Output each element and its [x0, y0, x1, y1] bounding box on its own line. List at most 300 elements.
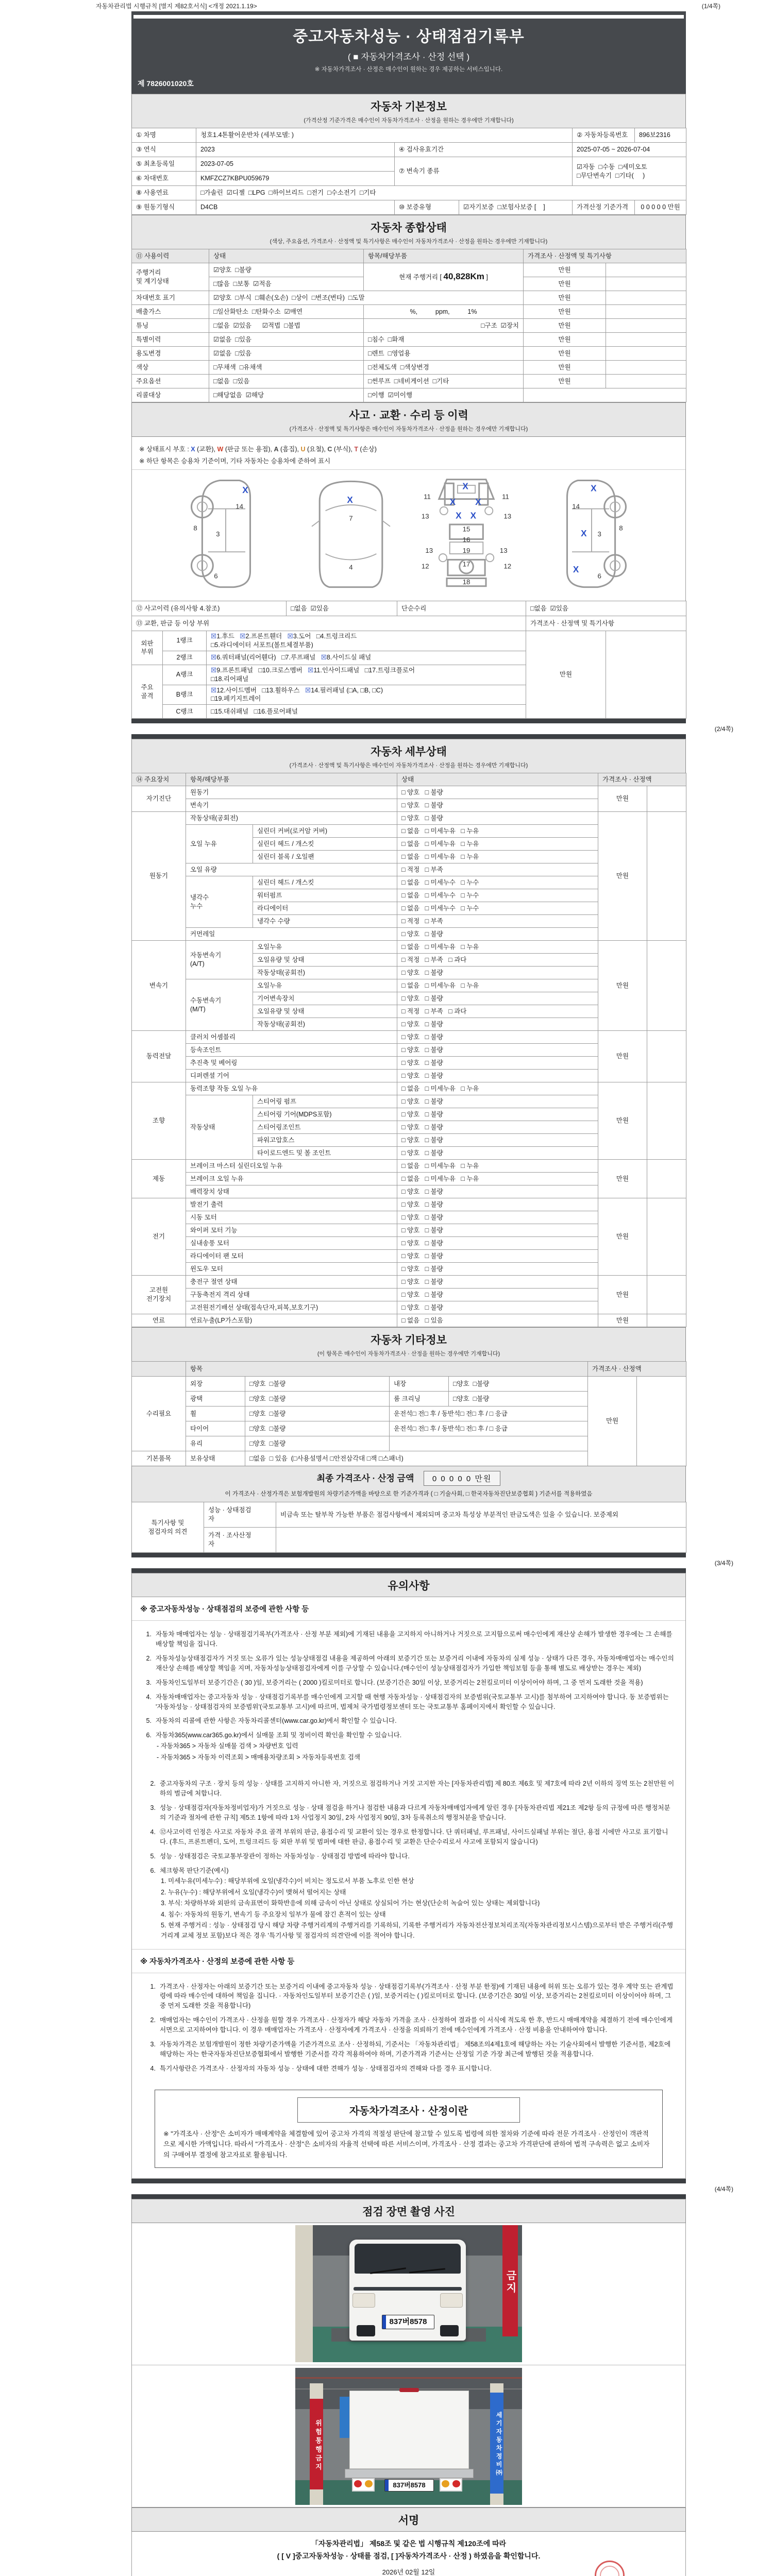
section-signature [131, 2507, 686, 2532]
notice-item-text: 특기사항란은 가격조사 · 산정자의 자동차 성능 · 상태에 대한 견해가 성능 · 상태점검자의 견해와 다를 경우 표시합니다. [160, 2064, 492, 2072]
detail-cell: 원동기 [132, 812, 186, 941]
notice-item [143, 1654, 676, 1673]
etc-cell: 유리 [186, 1436, 245, 1451]
notice-title: 유의사항 [388, 1580, 430, 1592]
overall-cell: 만원 [524, 375, 606, 388]
etc-cell: 가격조사 · 산정액 [588, 1362, 686, 1377]
notice-sub-item: 4. 침수: 자동차의 원동기, 변속기 등 주요장치 일부가 물에 잠긴 흔적이 있는 상태 [161, 1910, 386, 1918]
detail-cell: 만원 [598, 1082, 647, 1160]
detail-cell: □ 양호 □ 불량 [397, 1031, 598, 1044]
accident_top-cell: 단순수리 [397, 601, 526, 616]
diagram-part-number: 11 [424, 493, 431, 501]
diagram-part-number: 19 [462, 547, 470, 555]
exchange-x-mark: X [462, 481, 468, 492]
overall-cell: □없음 □있음 [209, 375, 364, 388]
detail-cell: 디퍼렌셜 기어 [186, 1070, 397, 1082]
detail-cell: □ 없음 □ 미세누수 □ 누수 [397, 889, 598, 902]
detail-cell: 오일유량 및 상태 [253, 1005, 397, 1018]
basic-cell: D4CB [196, 200, 395, 215]
plate-blue-tab [382, 2315, 386, 2329]
notice-group-2 [132, 1770, 685, 1948]
basic-cell: ⑩ 보증유형 [395, 200, 459, 215]
notice-item [147, 1866, 676, 1941]
panels-cell: ☒12.사이드멤버 □13.휠하우스 ☒14.필러패널 (□A, □B, □C) □19.페키지트레이 [207, 685, 526, 705]
detail-cell: 상태 [397, 773, 598, 786]
detail-cell [647, 1314, 686, 1327]
basic-cell: ⑨ 원동기형식 [132, 200, 196, 215]
detail-cell [647, 1031, 686, 1082]
legend-mark-c: C [327, 446, 332, 453]
section-overall-state [131, 215, 686, 249]
etc-info-subtitle: (이 항목은 매수인이 자동차가격조사 · 산정을 원하는 경우에만 기재합니다) [317, 1351, 500, 1358]
notice-item-number: 2. [146, 1655, 152, 1663]
page-marker-4: (4/4쪽) [714, 2185, 733, 2193]
basic-cell: 2025-07-05 ~ 2026-07-04 [573, 143, 686, 157]
detail-cell: □ 양호 □ 불량 [397, 1134, 598, 1147]
detail-cell: 만원 [598, 1314, 647, 1327]
exchange-x-mark: X [456, 511, 462, 521]
detail-cell [647, 786, 686, 812]
notice-item-text: 체크항목 판단기준(예시) 1. 미세누유(미세누수) : 해당부위에 오일(냉각수)이 비치는 정도로서 부품 노후로 인한 현상 2. 누유(누수) : 해당부위에서 오일(냉각수)이 맺혀서 떨어지는 상태 3. 부식: 차량하부와 외판의 금속표면이 화학반응에 의해 금속이 아닌 상태로 상실되어 가는 현상(단순히 녹슬어 있는 상태는 제외합니다) 4. 침수: 자동차의 원동기, 변속기 등 주요장치 일부가 물에 잠긴 흔적이 있는 상태 5. 현재 주행거리 : 성능 · 상태점검 당시 해당 차량 주행거리계의 주행거리를 기록하되, 기록한 주행거리가 자동차전산정보처리조직(자동차관리정보시스템)으로부터 받은 주행거리(주행거리계 교체 정보 포함)보다 적은 경우 '특기사항 및 점검자의 의견'란에 이를 적어야 합니다. [160, 1866, 676, 1941]
inspector-opinion-table [131, 1502, 686, 1553]
overall-cell [524, 388, 686, 402]
detail-cell: □ 양호 □ 불량 [397, 928, 598, 941]
detail-cell: 고전원전기배선 상태(접속단자,피복,보호기구) [186, 1301, 397, 1314]
basic-cell: KMFZCZ7KBPU059679 [196, 172, 395, 186]
panels-cell: □15.대쉬패널 □16.플로어패널 [207, 705, 526, 719]
basic-cell: ③ 연식 [132, 143, 196, 157]
overall-cell: 항목/해당부품 [364, 249, 524, 263]
detail-cell: 변속기 [186, 799, 397, 812]
fog-lamp-left [357, 2325, 375, 2336]
notice-item-number: 4. [150, 1828, 156, 1836]
detail-cell: 실린더 커버(로커암 커버) [253, 825, 397, 838]
exchange-x-mark: X [470, 511, 477, 521]
document-note: ※ 자동차가격조사 · 산정은 매수인이 원하는 경우 제공하는 서비스입니다. [314, 66, 503, 73]
notice-item-text: 자동차의 리콜에 관한 사항은 자동차리콜센터(www.car.go.kr)에서 확인할 수 있습니다. [156, 1717, 397, 1725]
etc-cell: 광택 [186, 1392, 245, 1406]
shop-banner [490, 2393, 503, 2494]
etc-cell: 내장 [390, 1377, 449, 1392]
diagram-part-number: 8 [619, 524, 623, 532]
detail-cell: 스티어링 기어(MDPS포함) [253, 1108, 397, 1121]
legend-items: X (교환), W (판금 또는 용접), A (흠집), U (요철), C (부식), T (손상) [191, 446, 377, 453]
plate-number: 837버8578 [389, 2317, 427, 2327]
overall-state-subtitle: (색상, 주요옵션, 가격조사 · 산정액 및 특기사항은 매수인이 자동차가격조사 · 산정을 원하는 경우에만 기재합니다) [270, 239, 548, 245]
detail-cell: ⑭ 주요장치 [132, 773, 186, 786]
notice-item [143, 1630, 676, 1649]
detail-cell: □ 양호 □ 불량 [397, 1108, 598, 1121]
basic-cell: 896보2316 [635, 128, 686, 143]
notice-item [147, 1982, 676, 2011]
final-price-amount: 0 0 0 0 0 만원 [424, 1471, 501, 1486]
document-header [131, 11, 686, 94]
detail-cell: 실린더 헤드 / 개스킷 [253, 876, 397, 889]
detail-cell: 오일누유 [253, 979, 397, 992]
panels-cell: ☒1.후드 ☒2.프론트휀더 ☒3.도어 □4.트렁크리드 □5.라디에이터 서포트(볼트체결부품) [207, 631, 526, 651]
photo-front-view [295, 2225, 522, 2362]
header-stripe [133, 15, 684, 19]
detail-cell: □ 양호 □ 불량 [397, 1057, 598, 1070]
detail-cell: 만원 [598, 1276, 647, 1314]
basic-cell: 청호1.4톤활어운반차 (세부모델: ) [196, 128, 573, 143]
section-inspection-photos [131, 2199, 686, 2223]
notice-item-text: 자동차인도일부터 보증기간은 ( 30 )일, 보증거리는 ( 2000 )킬로미터로 합니다. (보증기간은 30일 이상, 보증거리는 2천킬로미터 이상이어야 하며, 그 중 먼저 도래한 것을 적용) [156, 1679, 643, 1686]
section-accident-history [131, 402, 686, 437]
wiper-icon [409, 2268, 445, 2273]
overall-cell: □전체도색 □색상변경 [364, 361, 524, 375]
detail-cell: □ 없음 □ 미세누유 □ 누유 [397, 1160, 598, 1173]
warning-banner [310, 2399, 323, 2489]
overall-cell [606, 361, 686, 375]
detail-cell: 만원 [598, 1160, 647, 1198]
panels-cell: A랭크 [163, 665, 207, 685]
detail-cell: 오일유량 및 상태 [253, 954, 397, 967]
overall-cell: □이행 ☑미이행 [364, 388, 524, 402]
etc-cell [637, 1377, 686, 1466]
overall-cell: □많음 □보통 ☑적음 [209, 277, 364, 291]
wiper-icon [370, 2267, 406, 2274]
diagram-part-number: 12 [421, 562, 429, 570]
panels-cell: C랭크 [163, 705, 207, 719]
detail-cell: 전기 [132, 1198, 186, 1276]
page-separator-bar [131, 1553, 686, 1557]
detail-cell: □ 양호 □ 불량 [397, 1198, 598, 1211]
overall-cell: 만원 [524, 291, 606, 305]
detail-cell: 브레이크 마스터 실린더오일 누유 [186, 1160, 397, 1173]
exchange-x-mark: X [581, 528, 587, 538]
notice-sub-item: 3. 부식: 차량하부와 외판의 금속표면이 화학반응에 의해 금속이 아닌 상태로 상실되어 가는 현상(단순히 녹슬어 있는 상태는 제외합니다) [161, 1900, 540, 1907]
detail-cell: □ 없음 □ 미세누유 □ 누유 [397, 1082, 598, 1095]
detail-cell: 라디에이터 팬 모터 [186, 1250, 397, 1263]
section-detail-state [131, 739, 686, 773]
diagram-part-number: 13 [503, 512, 512, 520]
detail-cell: □ 양호 □ 불량 [397, 799, 598, 812]
etc-cell: □양호 □불량 [245, 1421, 390, 1436]
price-appraisal-box-title: 자동차가격조사 · 산정이란 [297, 2097, 520, 2123]
etc-cell: □없음 □ 있음 (□사용설명서 □안전삼각대 □잭 □스패너) [245, 1451, 588, 1466]
notice-item-number: 4. [146, 1693, 152, 1701]
detail-cell: □ 양호 □ 불량 [397, 812, 598, 825]
final-price-note: 이 가격조사 · 산정가격은 보험개발원의 차량기준가액을 바탕으로 한 기준가격과 ( □ 기술사회, □ 한국자동차진단보증협회 ) 기준서를 적용하였음 [225, 1491, 593, 1498]
detail-cell [647, 1198, 686, 1276]
overall-cell [606, 333, 686, 347]
overall-cell [606, 375, 686, 388]
basic-cell: ⑦ 변속기 종류 [395, 157, 573, 186]
notice-item [147, 1827, 676, 1847]
basic-cell: 0 0 0 0 0 만원 [635, 200, 686, 215]
license-plate-rear [384, 2479, 434, 2492]
overall-cell: 용도변경 [132, 347, 209, 361]
price-appraisal-info-box [155, 2090, 663, 2168]
notice-item-number: 5. [150, 1852, 156, 1860]
overall-cell: 특별이력 [132, 333, 209, 347]
legend-mark-a: A [274, 446, 279, 453]
etc-cell: 항목 [186, 1362, 588, 1377]
detail-cell: □ 없음 □ 있음 [397, 1314, 598, 1327]
box-top-lamp [399, 2388, 419, 2392]
etc-cell: 운전석□ 전□ 후 / 동반석□ 전□ 후 / □ 응급 [390, 1406, 588, 1421]
detail-cell: □ 적정 □ 부족 □ 과다 [397, 1005, 598, 1018]
detail-cell: 구동축전지 격리 상태 [186, 1289, 397, 1301]
overall-cell: 상태 [209, 249, 364, 263]
opinion-cell: 성능 · 상태점검 자 [204, 1502, 276, 1528]
notice-item-text: 중고자동차의 구조 · 장치 등의 성능 · 상태를 고지하지 아니한 자, 거짓으로 점검하거나 거짓 고지한 자는 [자동차관리법] 제 80조 제6호 및 제7호에 따라 2년 이하의 징역 또는 2천만원 이하의 벌금에 처합니다. [160, 1780, 675, 1798]
detail-cell: □ 양호 □ 불량 [397, 1095, 598, 1108]
page-separator-bar [131, 2179, 686, 2183]
detail-cell: 스티어링 펌프 [253, 1095, 397, 1108]
notice-item [143, 1731, 676, 1762]
notice-item [147, 2040, 676, 2059]
headlight-left [352, 2293, 375, 2308]
detail-cell: □ 양호 □ 불량 [397, 1211, 598, 1224]
diagram-part-number: 17 [462, 560, 470, 568]
page-separator-bar [131, 734, 686, 739]
inspection-photos-title: 점검 장면 촬영 사진 [362, 2206, 455, 2218]
form-law-reference [96, 2, 720, 10]
overall-cell: 만원 [524, 361, 606, 375]
notice-subheader-2: ※ 자동차가격조사 · 산정의 보증에 관한 사항 등 [132, 1949, 685, 1973]
basic-info-subtitle: (가격산정 기준가격은 매수인이 자동차가격조사 · 산정을 원하는 경우에만 기재합니다) [304, 117, 514, 124]
detail-cell: 타이로드엔드 및 볼 조인트 [253, 1147, 397, 1160]
detail-cell: □ 양호 □ 불량 [397, 1224, 598, 1237]
overall-cell: □없음 ☑있음 ☑적법 □불법 [209, 319, 364, 333]
opinion-cell: 특기사항 및 점검자의 의견 [132, 1502, 204, 1553]
license-plate-front [382, 2315, 434, 2329]
detail-cell: 와이퍼 모터 기능 [186, 1224, 397, 1237]
detail-cell: 시동 모터 [186, 1211, 397, 1224]
detail-cell: 작동상태(공회전) [186, 812, 397, 825]
notice-item [143, 1716, 676, 1726]
detail-cell: 브레이크 오일 누유 [186, 1173, 397, 1185]
notice-sub-item: 5. 현재 주행거리 : 성능 · 상태점검 당시 해당 차량 주행거리계의 주행거리를 기록하되, 기록한 주행거리가 자동차전산정보처리조직(자동차관리정보시스템)으로부터 받은 주행거리(주행거리계 교체 정보 포함)보다 적은 경우 '특기사항 및 점검자의 의견'란에 이를 적어야 합니다. [161, 1922, 674, 1939]
headlight-right [440, 2293, 463, 2308]
car-diagram-right-side [533, 475, 631, 594]
detail-cell: □ 적정 □ 부족 [397, 863, 598, 876]
legend-mark-w: W [217, 446, 224, 453]
detail-cell: □ 양호 □ 불량 [397, 1044, 598, 1057]
overall-cell [606, 347, 686, 361]
basic-cell: □가솔린 ☑디젤 □LPG □하이브리드 □전기 □수소전기 □기타 [196, 186, 686, 200]
detail-cell: □ 양호 □ 불량 [397, 786, 598, 799]
document-title: 중고자동차성능 · 상태점검기록부 [293, 28, 525, 45]
overall-cell: ☑없음 □있음 [209, 333, 364, 347]
notice-item-text: 자동차 매매업자는 성능 · 상태점검기록부(가격조사 · 산정 부분 제외)에 기재된 내용을 고지하지 아니하거나 거짓으로 고지함으로써 매수인에게 재산상 손해가 발생한 경우에는 그 손해를 배상할 책임을 집니다. [156, 1631, 673, 1648]
detail-cell: 오일누유 [253, 941, 397, 954]
basic-info-table [131, 128, 686, 215]
detail-cell: □ 양호 □ 불량 [397, 1250, 598, 1263]
detail-cell: □ 없음 □ 미세누수 □ 누수 [397, 876, 598, 889]
page-separator-bar [131, 1568, 686, 1573]
diagram-part-number: 14 [572, 502, 580, 511]
truck-box-rear [349, 2391, 469, 2469]
overall-cell: 만원 [524, 277, 606, 291]
panels-cell: ☒9.프론트패널 □10.크로스멤버 ☒11.인사이드패널 □17.트렁크플로어 □18.리어패널 [207, 665, 526, 685]
final-price-band [131, 1466, 686, 1502]
detail-cell: 원동기 [186, 786, 397, 799]
notice-item-text: 자동차가격은 보험개발원이 정한 차량기준가액을 기준가격으로 조사 · 산정하되, 기준서는 「자동차관리법」 제58조의4제1호에 해당하는 자는 기술사회에서 발행한 기준서를, 제2호에 해당하는 자는 한국자동차진단보증협회에서 발행한 기준서를 각각 적용하여야 하며, 기준가격과 기준서는 산정일 기준 가장 최근에 발행된 것을 적용합니다. [160, 2040, 671, 2058]
detail-cell: 워터펌프 [253, 889, 397, 902]
diagram-part-number: 7 [349, 514, 353, 522]
diagram-part-number: 8 [193, 524, 197, 532]
document-subtitle: ( ■ 자동차가격조사 · 산정 선택 ) [347, 52, 470, 62]
detail-cell: 작동상태(공회전) [253, 967, 397, 979]
accident-history-check-table [131, 601, 686, 631]
notice-item-number: 1. [150, 1982, 156, 1990]
diagram-part-number: 6 [214, 572, 218, 580]
opinion-cell [276, 1528, 686, 1553]
etc-cell: 룸 크리닝 [390, 1392, 449, 1406]
final-price-label: 최종 가격조사 · 산정 금액 [316, 1473, 414, 1484]
section-etc-info [131, 1327, 686, 1362]
detail-cell: 등속조인트 [186, 1044, 397, 1057]
legend-prefix: ※ 상태표시 부호 : [139, 446, 191, 453]
detail-cell: □ 양호 □ 불량 [397, 1018, 598, 1031]
panels-cell: 1랭크 [163, 631, 207, 651]
shop-banner-text: 세기자동차정비㈜ [495, 2412, 502, 2478]
detail-cell: 추진축 및 베어링 [186, 1057, 397, 1070]
overall-state-table [131, 249, 686, 402]
etc-cell [390, 1436, 588, 1451]
tail-lamp-right [440, 2478, 462, 2492]
overall-cell [606, 291, 686, 305]
accident_top-cell: □없음 ☑있음 [526, 601, 686, 616]
detail-cell: □ 양호 □ 불량 [397, 1301, 598, 1314]
panels-cell: 외판 부위 [132, 631, 163, 665]
etc-cell: 휠 [186, 1406, 245, 1421]
basic-cell: 가격산정 기준가격 [573, 200, 635, 215]
notice-item [147, 1852, 676, 1861]
detail-cell: 실내송풍 모터 [186, 1237, 397, 1250]
diagram-part-number: 15 [462, 525, 470, 533]
notice-item-number: 4. [150, 2064, 156, 2072]
etc-info-title: 자동차 기타정보 [371, 1334, 447, 1347]
opinion-cell: 비금속 또는 탈부착 가능한 부품은 점검사항에서 제외되며 중고차 특성상 부분적인 판금도색은 있을 수 있습니다. 보증제외 [276, 1502, 686, 1528]
basic-cell: ② 자동차등록번호 [573, 128, 635, 143]
basic-cell: ☑자동 □수동 □세미오토 □무단변속기 □기타( ) [573, 157, 686, 186]
car-diagram-underbody [417, 475, 515, 594]
notice-subheader-1: ※ 중고자동차성능 · 상태점검의 보증에 관한 사항 등 [132, 1597, 685, 1621]
notice-item-number: 2. [150, 2016, 156, 2024]
detail-cell: □ 양호 □ 불량 [397, 1121, 598, 1134]
section-notice [131, 1573, 686, 1597]
law-reference-text: 자동차관리법 시행규칙 [별지 제82호서식] <개정 2021.1.19> [96, 3, 257, 10]
etc-cell: □양호 □불량 [245, 1377, 390, 1392]
panels-cell: B랭크 [163, 685, 207, 705]
detail-cell [647, 1276, 686, 1314]
inspection-photo-area [131, 2223, 686, 2507]
diagram-part-number: 3 [597, 530, 601, 538]
basic-cell: ④ 검사유효기간 [395, 143, 573, 157]
plate-number: 837버8578 [393, 2481, 426, 2489]
notice-item-text: ⑫사고이력 인정은 사고로 자동차 주요 골격 부위의 판금, 용접수리 및 교환이 있는 경우로 한정합니다. 단 쿼터패널, 루프패널, 사이드실패널 부위는 절단, 용접 시에만 사고로 표기합니다. (후드, 프론트펜더, 도어, 트렁크리드 등 외판 부위 및 범퍼에 대한 판금, 용접수리 및 교환은 단순수리로서 사고에 포함되지 않습니다) [160, 1828, 668, 1845]
diagram-part-number: 16 [462, 536, 470, 544]
diagram-part-number: 3 [216, 530, 220, 538]
accident_top-cell: 가격조사 · 산정액 및 특기사항 [526, 616, 686, 631]
basic-cell: 2023 [196, 143, 395, 157]
detail-cell: 자기진단 [132, 786, 186, 812]
detail-cell: □ 적정 □ 부족 □ 과다 [397, 954, 598, 967]
exchange-x-mark: X [573, 565, 579, 575]
section-basic-info [131, 94, 686, 128]
panel-rank-table [131, 631, 686, 719]
overall-cell: 주요옵션 [132, 375, 209, 388]
overall-cell: 차대번호 표기 [132, 291, 209, 305]
detail-cell: 제동 [132, 1160, 186, 1198]
diagram-part-number: 13 [425, 547, 433, 555]
detail-cell: 자동변속기 (A/T) [186, 941, 253, 979]
diagram-part-number: 14 [236, 502, 243, 511]
overall-cell: 배출가스 [132, 305, 209, 319]
truck-cab [349, 2240, 466, 2341]
detail-cell [647, 941, 686, 1031]
detail-cell: 발전기 출력 [186, 1198, 397, 1211]
sign-statement-line2: ( [ V ]중고자동차성능 · 상태를 점검, [ ]자동차가격조사 · 산정 ) 하였음을 확인합니다. [277, 2551, 541, 2560]
notice-body [131, 1597, 686, 2179]
detail-cell: 작동상태 [186, 1095, 253, 1160]
etc-info-table [131, 1361, 686, 1466]
notice-item-number: 2. [150, 1780, 156, 1788]
notice-item-number: 6. [150, 1867, 156, 1874]
detail-cell: 변속기 [132, 941, 186, 1031]
detail-cell: □ 양호 □ 불량 [397, 1147, 598, 1160]
detail-cell: 파워고압호스 [253, 1134, 397, 1147]
notice-item-text: 자동차매매업자는 중고자동차 성능 · 상태점검기록부를 매수인에게 고지할 때 현행 자동차성능 · 상태점검자의 보증범위(국토교통부 고시)를 첨부하여 고지하여야 합니다. 동 보증범위는 '자동차성능 · 상태점검자의 보증범위'(국토교통부 고시)에 따르며, 법제처 국가법령정보센터 또는 국토교통부 홈페이지에서 확인할 수 있습니다. [156, 1693, 669, 1710]
overall-cell: 만원 [524, 319, 606, 333]
ceiling-pipe [295, 2377, 522, 2379]
accident_top-cell: ⑬ 교환, 판금 등 이상 부위 [132, 616, 526, 631]
legend-mark-t: T [354, 446, 358, 453]
etc-cell: □양호 □불량 [245, 1436, 390, 1451]
notice-item-text: 성능 · 상태점검은 국토교통부장관이 정하는 자동차성능 · 상태점검 방법에 따라야 합니다. [160, 1852, 410, 1860]
exchange-x-mark: X [242, 485, 248, 496]
detail-cell: □ 없음 □ 미세누유 □ 누유 [397, 1173, 598, 1185]
diagram-part-number: 13 [499, 547, 508, 555]
detail-cell: 충전구 절연 상태 [186, 1276, 397, 1289]
notice-item [147, 2064, 676, 2074]
document-number: 제 7826001020호 [138, 79, 194, 88]
exchange-x-mark: X [475, 497, 481, 507]
overall-cell: □무채색 □유채색 [209, 361, 364, 375]
notice-item-text: 가격조사 · 산정자는 아래의 보증기간 또는 보증거리 이내에 중고자동차 성능 · 상태점검기록부(가격조사 · 산정 부분 한정)에 기재된 내용에 허위 또는 오류가 있는 경우 계약 또는 관계법령에 따라 매수인에 대하여 책임을 집니다. · 자동차인도일부터 보증기간은 ( )일, 보증거리는 ( )킬로미터로 합니다. (보증기간은 30일 이상, 보증거리는 2천킬로미터 이상이어야 하며, 그 중 먼저 도래한 것을 적용합니다) [160, 1982, 674, 2010]
detail-cell: 가격조사 · 산정액 [598, 773, 686, 786]
detail-cell: □ 양호 □ 불량 [397, 1185, 598, 1198]
detail-cell: 만원 [598, 1198, 647, 1276]
detail-state-title: 자동차 세부상태 [371, 746, 447, 758]
notice-item-number: 3. [146, 1679, 152, 1686]
detail-cell: □ 없음 □ 미세누수 □ 누수 [397, 902, 598, 915]
detail-cell: 윈도우 모터 [186, 1263, 397, 1276]
notice-item-number: 3. [150, 2040, 156, 2048]
overall-cell: □침수 □화재 [364, 333, 524, 347]
signature-title: 서명 [398, 2515, 419, 2527]
basic-cell: ① 차명 [132, 128, 196, 143]
etc-cell: 운전석□ 전□ 후 / 동반석□ 전□ 후 / □ 응급 [390, 1421, 588, 1436]
truck-grille-line [354, 2287, 462, 2291]
diagram-part-number: 12 [503, 562, 512, 570]
notice-item-number: 6. [146, 1732, 152, 1739]
detail-cell: □ 없음 □ 미세누유 □ 누유 [397, 825, 598, 838]
garage-wall-left [295, 2225, 313, 2362]
detail-cell: □ 양호 □ 불량 [397, 1276, 598, 1289]
diagram-part-number: 18 [462, 578, 470, 586]
tail-lamp-amber [365, 2480, 373, 2487]
notice-item-number: 3. [150, 1804, 156, 1812]
exchange-x-mark: X [449, 497, 456, 507]
overall-cell: %, ppm, 1% [364, 305, 524, 319]
overall-cell [606, 305, 686, 319]
overall-cell: 만원 [524, 333, 606, 347]
